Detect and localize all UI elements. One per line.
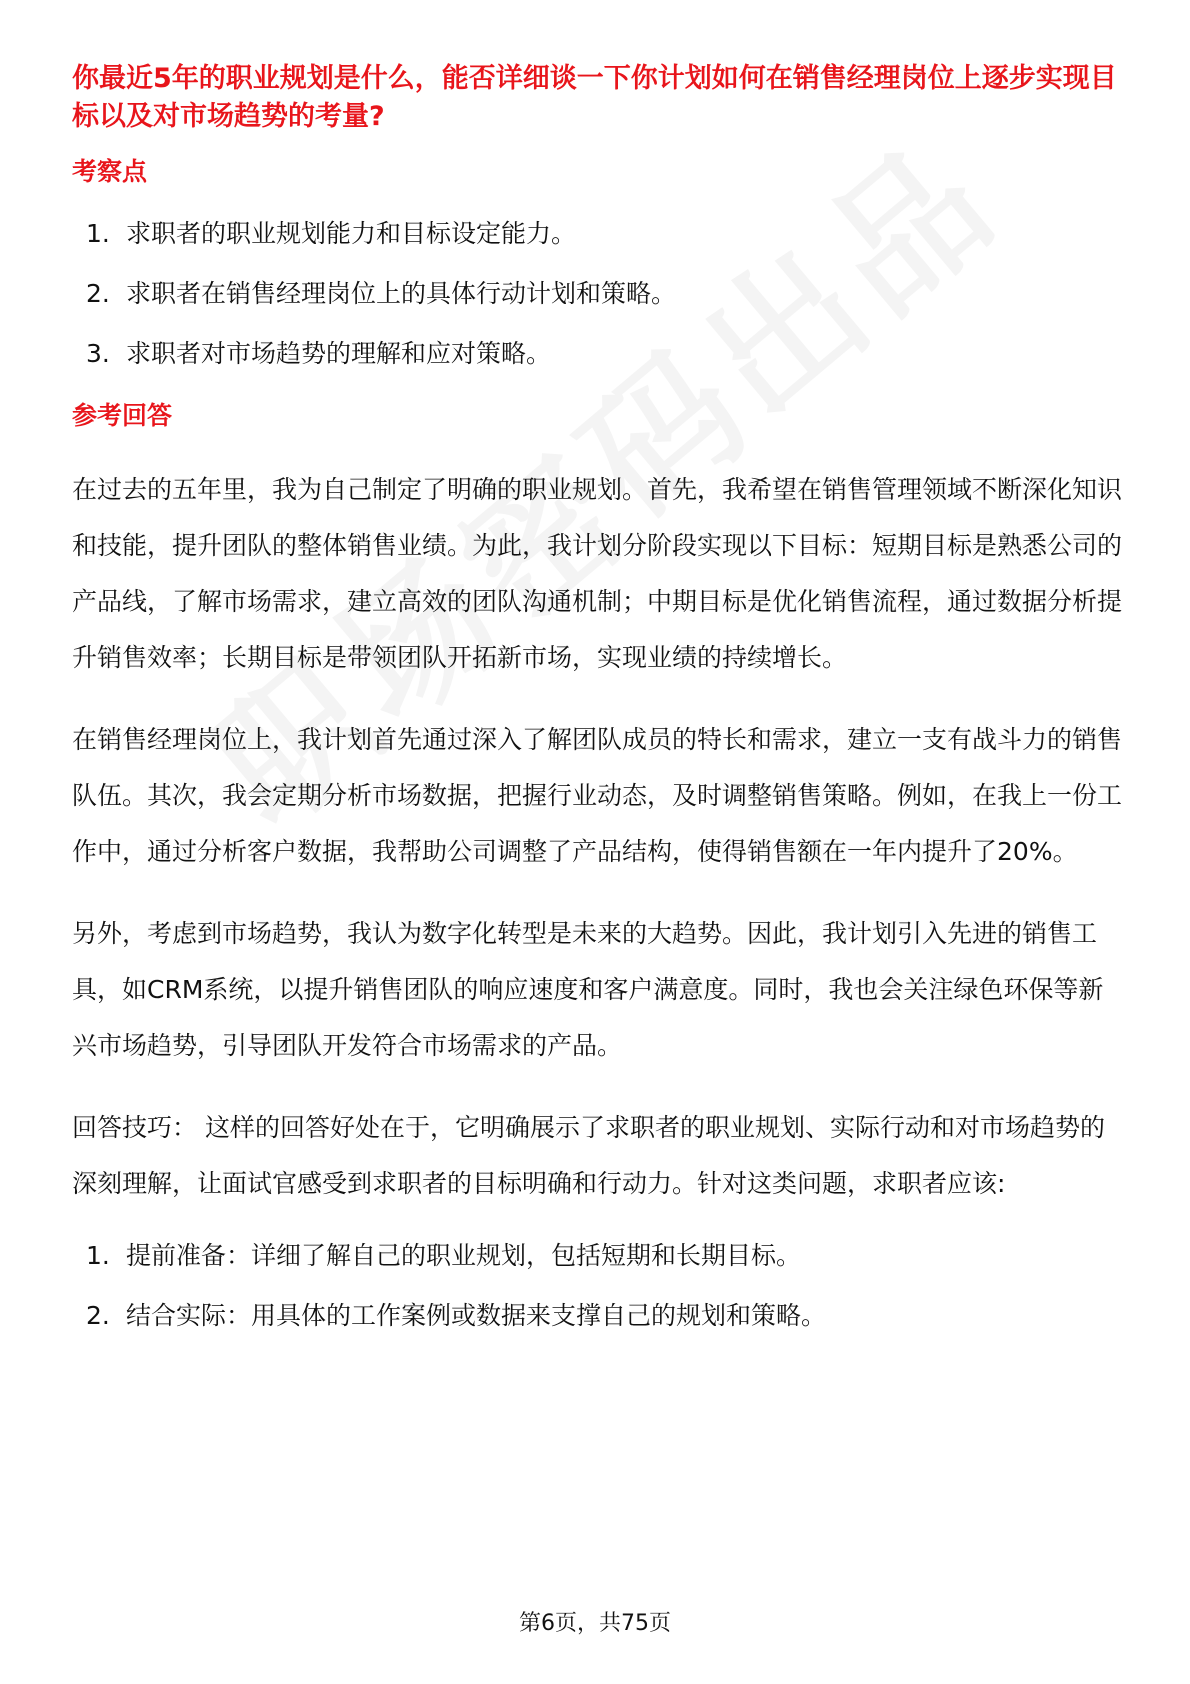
section-heading-answer: 参考回答	[72, 401, 173, 430]
list-item	[72, 1298, 1122, 1334]
list-text: 求职者对市场趋势的理解和应对策略。	[126, 339, 552, 368]
list-item	[72, 216, 1122, 252]
list-number: 2.	[86, 1301, 110, 1330]
assessment-list	[72, 216, 1122, 372]
list-item	[72, 336, 1122, 372]
list-number: 1.	[86, 219, 110, 248]
tips-list	[72, 1238, 1122, 1334]
list-text: 提前准备：详细了解自己的职业规划，包括短期和长期目标。	[126, 1241, 802, 1270]
answer-tips-paragraph: 回答技巧： 这样的回答好处在于，它明确展示了求职者的职业规划、实际行动和对市场趋势的深刻理解，让面试官感受到求职者的目标明确和行动力。针对这类问题，求职者应该:	[72, 1113, 1105, 1198]
list-number: 3.	[86, 339, 110, 368]
list-text: 结合实际：用具体的工作案例或数据来支撑自己的规划和策略。	[126, 1301, 827, 1330]
question-title: 你最近5年的职业规划是什么，能否详细谈一下你计划如何在销售经理岗位上逐步实现目标以及对市场趋势的考量?	[72, 63, 1117, 132]
section-heading-assessment: 考察点	[72, 157, 148, 186]
list-item	[72, 276, 1122, 312]
answer-paragraph: 在销售经理岗位上，我计划首先通过深入了解团队成员的特长和需求，建立一支有战斗力的销售队伍。其次，我会定期分析市场数据，把握行业动态，及时调整销售策略。例如，在我上一份工作中，通过分析客户数据，我帮助公司调整了产品结构，使得销售额在一年内提升了20%。	[72, 725, 1123, 866]
list-number: 2.	[86, 279, 110, 308]
document-page	[72, 60, 1122, 1358]
answer-paragraph: 在过去的五年里，我为自己制定了明确的职业规划。首先，我希望在销售管理领域不断深化知识和技能，提升团队的整体销售业绩。为此，我计划分阶段实现以下目标：短期目标是熟悉公司的产品线，了解市场需求，建立高效的团队沟通机制；中期目标是优化销售流程，通过数据分析提升销售效率；长期目标是带领团队开拓新市场，实现业绩的持续增长。	[72, 475, 1123, 672]
list-text: 求职者的职业规划能力和目标设定能力。	[126, 219, 577, 248]
page-footer: 第6页，共75页	[519, 1611, 671, 1636]
list-item	[72, 1238, 1122, 1274]
list-text: 求职者在销售经理岗位上的具体行动计划和策略。	[126, 279, 677, 308]
answer-paragraph: 另外，考虑到市场趋势，我认为数字化转型是未来的大趋势。因此，我计划引入先进的销售工具，如CRM系统，以提升销售团队的响应速度和客户满意度。同时，我也会关注绿色环保等新兴市场趋势，引导团队开发符合市场需求的产品。	[72, 919, 1104, 1060]
list-number: 1.	[86, 1241, 110, 1270]
